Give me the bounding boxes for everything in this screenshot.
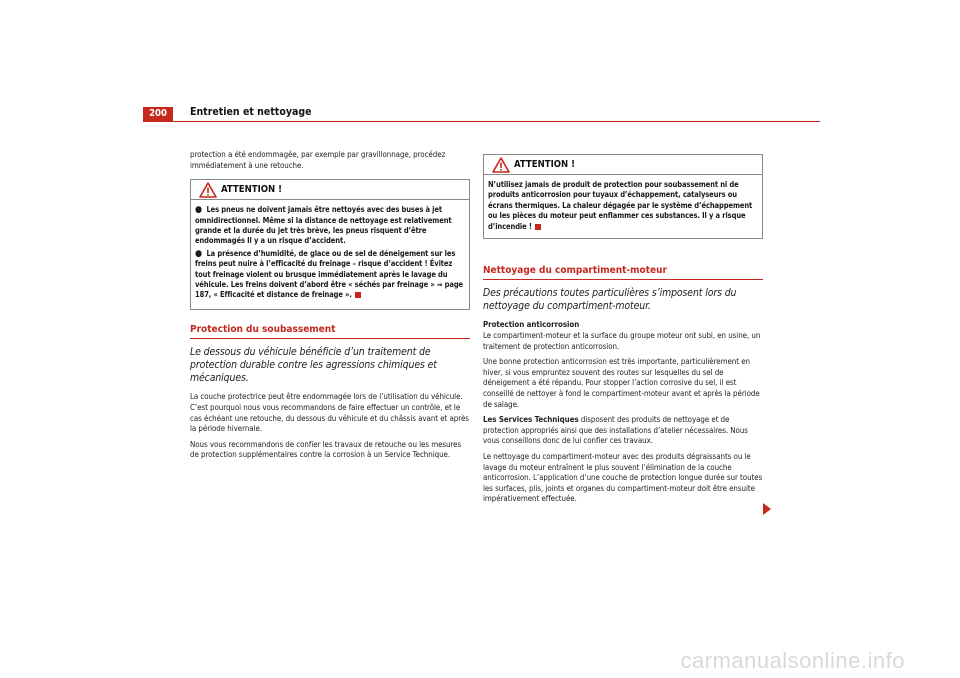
bullet-icon: ● [195,248,202,259]
next-page-arrow-icon [763,503,771,515]
warning-header [191,180,469,200]
header-divider [143,121,820,122]
warning-bullet-text: La présence d’humidité, de glace ou de sel de déneigement sur les freins peut nuire à l’efficacité du freinage – risque d’accident ! Évitez tout freinage violent ou brusque immédiatement après le lavage du véhicule. Les freins doivent d’abord être « séchés par freinage » ⇒ page 187, « Efficacité et distance de freinage ». [195,248,464,300]
continued-text [190,150,470,171]
warning-triangle-icon [199,182,217,198]
subheading [483,320,763,331]
body-paragraph: La couche protectrice peut être endommagée lors de l’utilisation du véhicule. C’est pourquoi nous vous recommandons de faire effectuer un contrôle, et le cas échéant une retouche, du dessous du véhicule et du châssis avant et après la période hivernale. [190,392,469,434]
warning-triangle-icon [492,157,510,173]
warning-box-tires-brakes [190,179,470,310]
warning-box-fire [483,154,763,239]
body-paragraph [483,415,763,447]
page-number: 200 [143,107,173,121]
bold-lead: Les Services Techniques [483,415,579,425]
warning-bullet-text: Les pneus ne doivent jamais être nettoyés avec des buses à jet omnidirectionnel. Même si la distance de nettoyage est relativement grande et la durée du jet très brève, les pneus risquent d’être endommagés Il y a un risque d’accident. [195,205,452,246]
warning-title: ATTENTION ! [221,184,283,196]
section-heading-underbody: Protection du soubassement [190,324,470,339]
body-paragraph: Le compartiment-moteur et la surface du groupe moteur ont subi, en usine, un traitement de protection anticorrosion. [483,331,761,351]
warning-body [191,200,469,309]
warning-text: N’utilisez jamais de produit de protection pour soubassement ni de produits anticorrosion pour tuyaux d’échappement, catalyseurs ou écrans thermiques. La chaleur dégagée par le système d’échappement ou les pièces du moteur peut enflammer ces substances. Il y a risque d’incendie ! [488,180,753,231]
warning-bullet [195,249,465,301]
paragraph-rest: disposent des produits de nettoyage et de protection appropriés ainsi que des installations d’atelier nécessaires. Nous vous conseillons donc de lui confier ces travaux. [483,415,748,446]
section-intro: Des précautions toutes particulières s’imposent lors du nettoyage du compartiment-moteur. [483,287,737,313]
intro-paragraph: protection a été endommagée, par exemple par gravillonnage, procédez immédiatement à une retouche. [190,150,446,170]
warning-bullet [195,205,465,247]
section-heading-engine: Nettoyage du compartiment-moteur [483,265,763,280]
body-paragraph: Une bonne protection anticorrosion est très importante, particulièrement en hiver, si vous empruntez souvent des routes sur lesquelles du sel de déneigement a été répandu. Pour stopper l’action corrosive du sel, il est conseillé de nettoyer à fond le compartiment-moteur avant et après la période de salage. [483,357,760,409]
body-paragraph: Nous vous recommandons de confier les travaux de retouche ou les mesures de protection supplémentaires contre la corrosion à un Service Technique. [190,439,462,460]
subheading-text: Protection anticorrosion [483,320,580,330]
body-paragraph: Le nettoyage du compartiment-moteur avec des produits dégraissants ou le lavage du moteur entraînent le plus souvent l’élimination de la couche anticorrosion. L’application d’une couche de protection longue durée sur toutes les surfaces, plis, joints et organes du compartiment-moteur doit être ensuite impérativement effectuée. [483,451,763,504]
warning-body [484,175,762,238]
section-body [190,392,470,461]
left-column [190,150,470,466]
chapter-title: Entretien et nettoyage [190,106,312,118]
end-square-icon [355,292,361,298]
section-intro: Le dessous du véhicule bénéficie d’un traitement de protection durable contre les agressions chimiques et mécaniques. [190,345,437,385]
warning-header [484,155,762,175]
section-body [483,320,763,505]
right-column [483,150,763,510]
end-square-icon [535,224,541,230]
watermark: carmanualsonline.info [680,648,905,673]
bullet-icon: ● [195,205,202,216]
warning-title: ATTENTION ! [514,159,576,170]
